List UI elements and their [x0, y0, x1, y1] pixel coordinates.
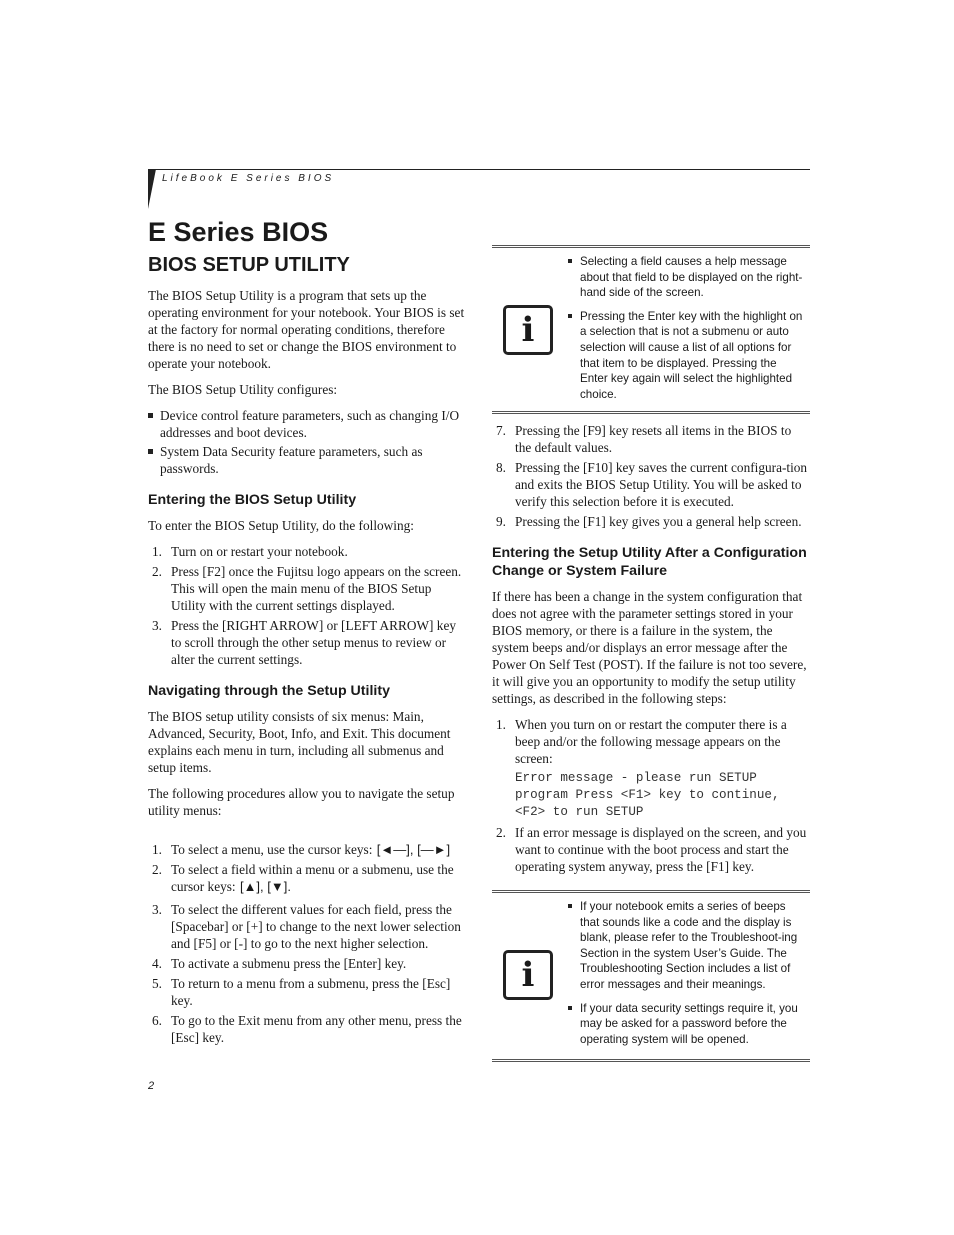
- step-number: 3.: [152, 902, 162, 917]
- list-item: [492, 716, 810, 821]
- entering-intro: To enter the BIOS Setup Utility, do the following:: [148, 518, 414, 533]
- step-text: To select the different values for each field, press the [Spacebar] or [+] to change to the next lower selection and [F5] or [-] to go to the next higher selection.: [171, 902, 461, 951]
- step-number: 7.: [496, 423, 506, 438]
- section-title: BIOS SETUP UTILITY: [148, 254, 350, 276]
- configures-paragraph: The BIOS Setup Utility configures:: [148, 382, 338, 397]
- list-item: [148, 563, 466, 614]
- note-item: Selecting a field causes a help message about that field to be displayed on the right-hand side of the screen.: [568, 254, 806, 301]
- list-item: System Data Security feature parameters, such as passwords.: [148, 443, 466, 477]
- step-text: To activate a submenu press the [Enter] key.: [171, 956, 407, 971]
- list-item: [148, 1012, 466, 1046]
- step-text: To return to a menu from a submenu, press the [Esc] key.: [171, 976, 451, 1008]
- step-number: 1.: [152, 842, 162, 857]
- arrow-keys-left-right-icon: [◄—], [—►]: [376, 842, 451, 857]
- step-text: When you turn on or restart the computer there is a beep and/or the following message appears on the screen:: [515, 717, 787, 766]
- step-text: Pressing the [F9] key resets all items in the BIOS to the default values.: [515, 423, 792, 455]
- navigating-procedures: The following procedures allow you to navigate the setup utility menus:: [148, 786, 455, 818]
- function-key-steps: [492, 422, 810, 530]
- step-number: 6.: [152, 1013, 162, 1028]
- navigating-intro: The BIOS setup utility consists of six menus: Main, Advanced, Security, Boot, Info, and Exit. This document explains each menu in turn, including all submenus and setup items.: [148, 709, 451, 775]
- header-marker: [148, 169, 156, 209]
- step-text: To select a menu, use the cursor keys:: [171, 842, 373, 857]
- step-text: Turn on or restart your notebook.: [171, 544, 348, 559]
- step-text: Pressing the [F1] key gives you a general help screen.: [515, 514, 802, 529]
- step-text: If an error message is displayed on the screen, and you want to continue with the boot process and start the operating system anyway, press the [F1] key.: [515, 825, 807, 874]
- step-text: Pressing the [F10] key saves the current configura-tion and exits the BIOS Setup Utility. You will be asked to verify this selection before it is executed.: [515, 460, 808, 509]
- step-number: 2.: [496, 825, 506, 840]
- step-text: Press the [RIGHT ARROW] or [LEFT ARROW] key to scroll through the other setup menus to review or alter the current settings.: [171, 618, 456, 667]
- error-message-code: Error message - please run SETUP program Press <F1> key to continue, <F2> to run SETUP: [515, 771, 780, 819]
- left-column: [148, 287, 466, 1054]
- note-box: [492, 890, 810, 1062]
- step-number: 9.: [496, 514, 506, 529]
- list-item: [148, 975, 466, 1009]
- navigation-steps: [148, 841, 466, 1046]
- step-number: 1.: [152, 544, 162, 559]
- failure-intro: If there has been a change in the system configuration that does not agree with the parameter settings stored in your BIOS memory, or there is a failure in the system, the system beeps and/or displays an error message after the Power On Self Test (POST). If the failure is not too severe, it will give you an opportunity to modify the setup utility settings, as described in the following steps:: [492, 589, 807, 706]
- entering-heading: Entering the BIOS Setup Utility: [148, 492, 357, 508]
- list-item: [492, 422, 810, 456]
- note-item: If your data security settings require it, you may be asked for a password before the operating system will be opened.: [568, 1001, 806, 1048]
- running-head: LifeBook E Series BIOS: [162, 173, 335, 184]
- failure-heading: Entering the Setup Utility After a Configuration Change or System Failure: [492, 545, 807, 579]
- intro-paragraph: The BIOS Setup Utility is a program that sets up the operating environment for your notebook. Your BIOS is set at the factory for normal operating conditions, therefore there is no need to set or change the BIOS environment to operate your notebook.: [148, 288, 465, 371]
- step-number: 4.: [152, 956, 162, 971]
- step-text: To select a field within a menu or a submenu, use the cursor keys:: [171, 862, 454, 894]
- note-box: [492, 245, 810, 414]
- list-item: [148, 955, 466, 972]
- list-item: [148, 543, 466, 560]
- step-number: 2.: [152, 862, 162, 877]
- list-item: [148, 901, 466, 952]
- failure-steps: [492, 716, 810, 875]
- list-item: [148, 841, 466, 858]
- step-number: 8.: [496, 460, 506, 475]
- step-number: 5.: [152, 976, 162, 991]
- step-number: 1.: [496, 717, 506, 732]
- page-title: E Series BIOS: [148, 217, 329, 247]
- list-item: [148, 617, 466, 668]
- list-item: [148, 861, 466, 895]
- right-column: [492, 422, 810, 883]
- list-item: [492, 459, 810, 510]
- page-number: 2: [148, 1080, 155, 1092]
- info-icon: i: [503, 305, 553, 355]
- step-number: 2.: [152, 564, 162, 579]
- step-text: To go to the Exit menu from any other menu, press the [Esc] key.: [171, 1013, 462, 1045]
- list-item: Device control feature parameters, such as changing I/O addresses and boot devices.: [148, 407, 466, 441]
- note-item: Pressing the Enter key with the highlight on a selection that is not a submenu or auto selection will cause a list of all options for that item to be displayed. Pressing the Enter key again will select the highlighted choice.: [568, 309, 806, 403]
- entering-steps: [148, 543, 466, 668]
- note-item: If your notebook emits a series of beeps that sounds like a code and the display is blank, please refer to the Troubleshoot-ing Section in the system User’s Guide. The Troubleshooting Section includes a list of error messages and their meanings.: [568, 899, 806, 993]
- list-item: [492, 824, 810, 875]
- step-text: Press [F2] once the Fujitsu logo appears on the screen. This will open the main menu of the BIOS Setup Utility with the current settings displayed.: [171, 564, 462, 613]
- note-list: [568, 254, 806, 410]
- config-list: [148, 407, 466, 477]
- step-number: 3.: [152, 618, 162, 633]
- arrow-keys-up-down-icon: [▲], [▼].: [239, 879, 291, 894]
- info-icon: i: [503, 950, 553, 1000]
- header-rule: [148, 169, 810, 170]
- navigating-heading: Navigating through the Setup Utility: [148, 683, 390, 699]
- note-list: [568, 899, 806, 1055]
- list-item: [492, 513, 810, 530]
